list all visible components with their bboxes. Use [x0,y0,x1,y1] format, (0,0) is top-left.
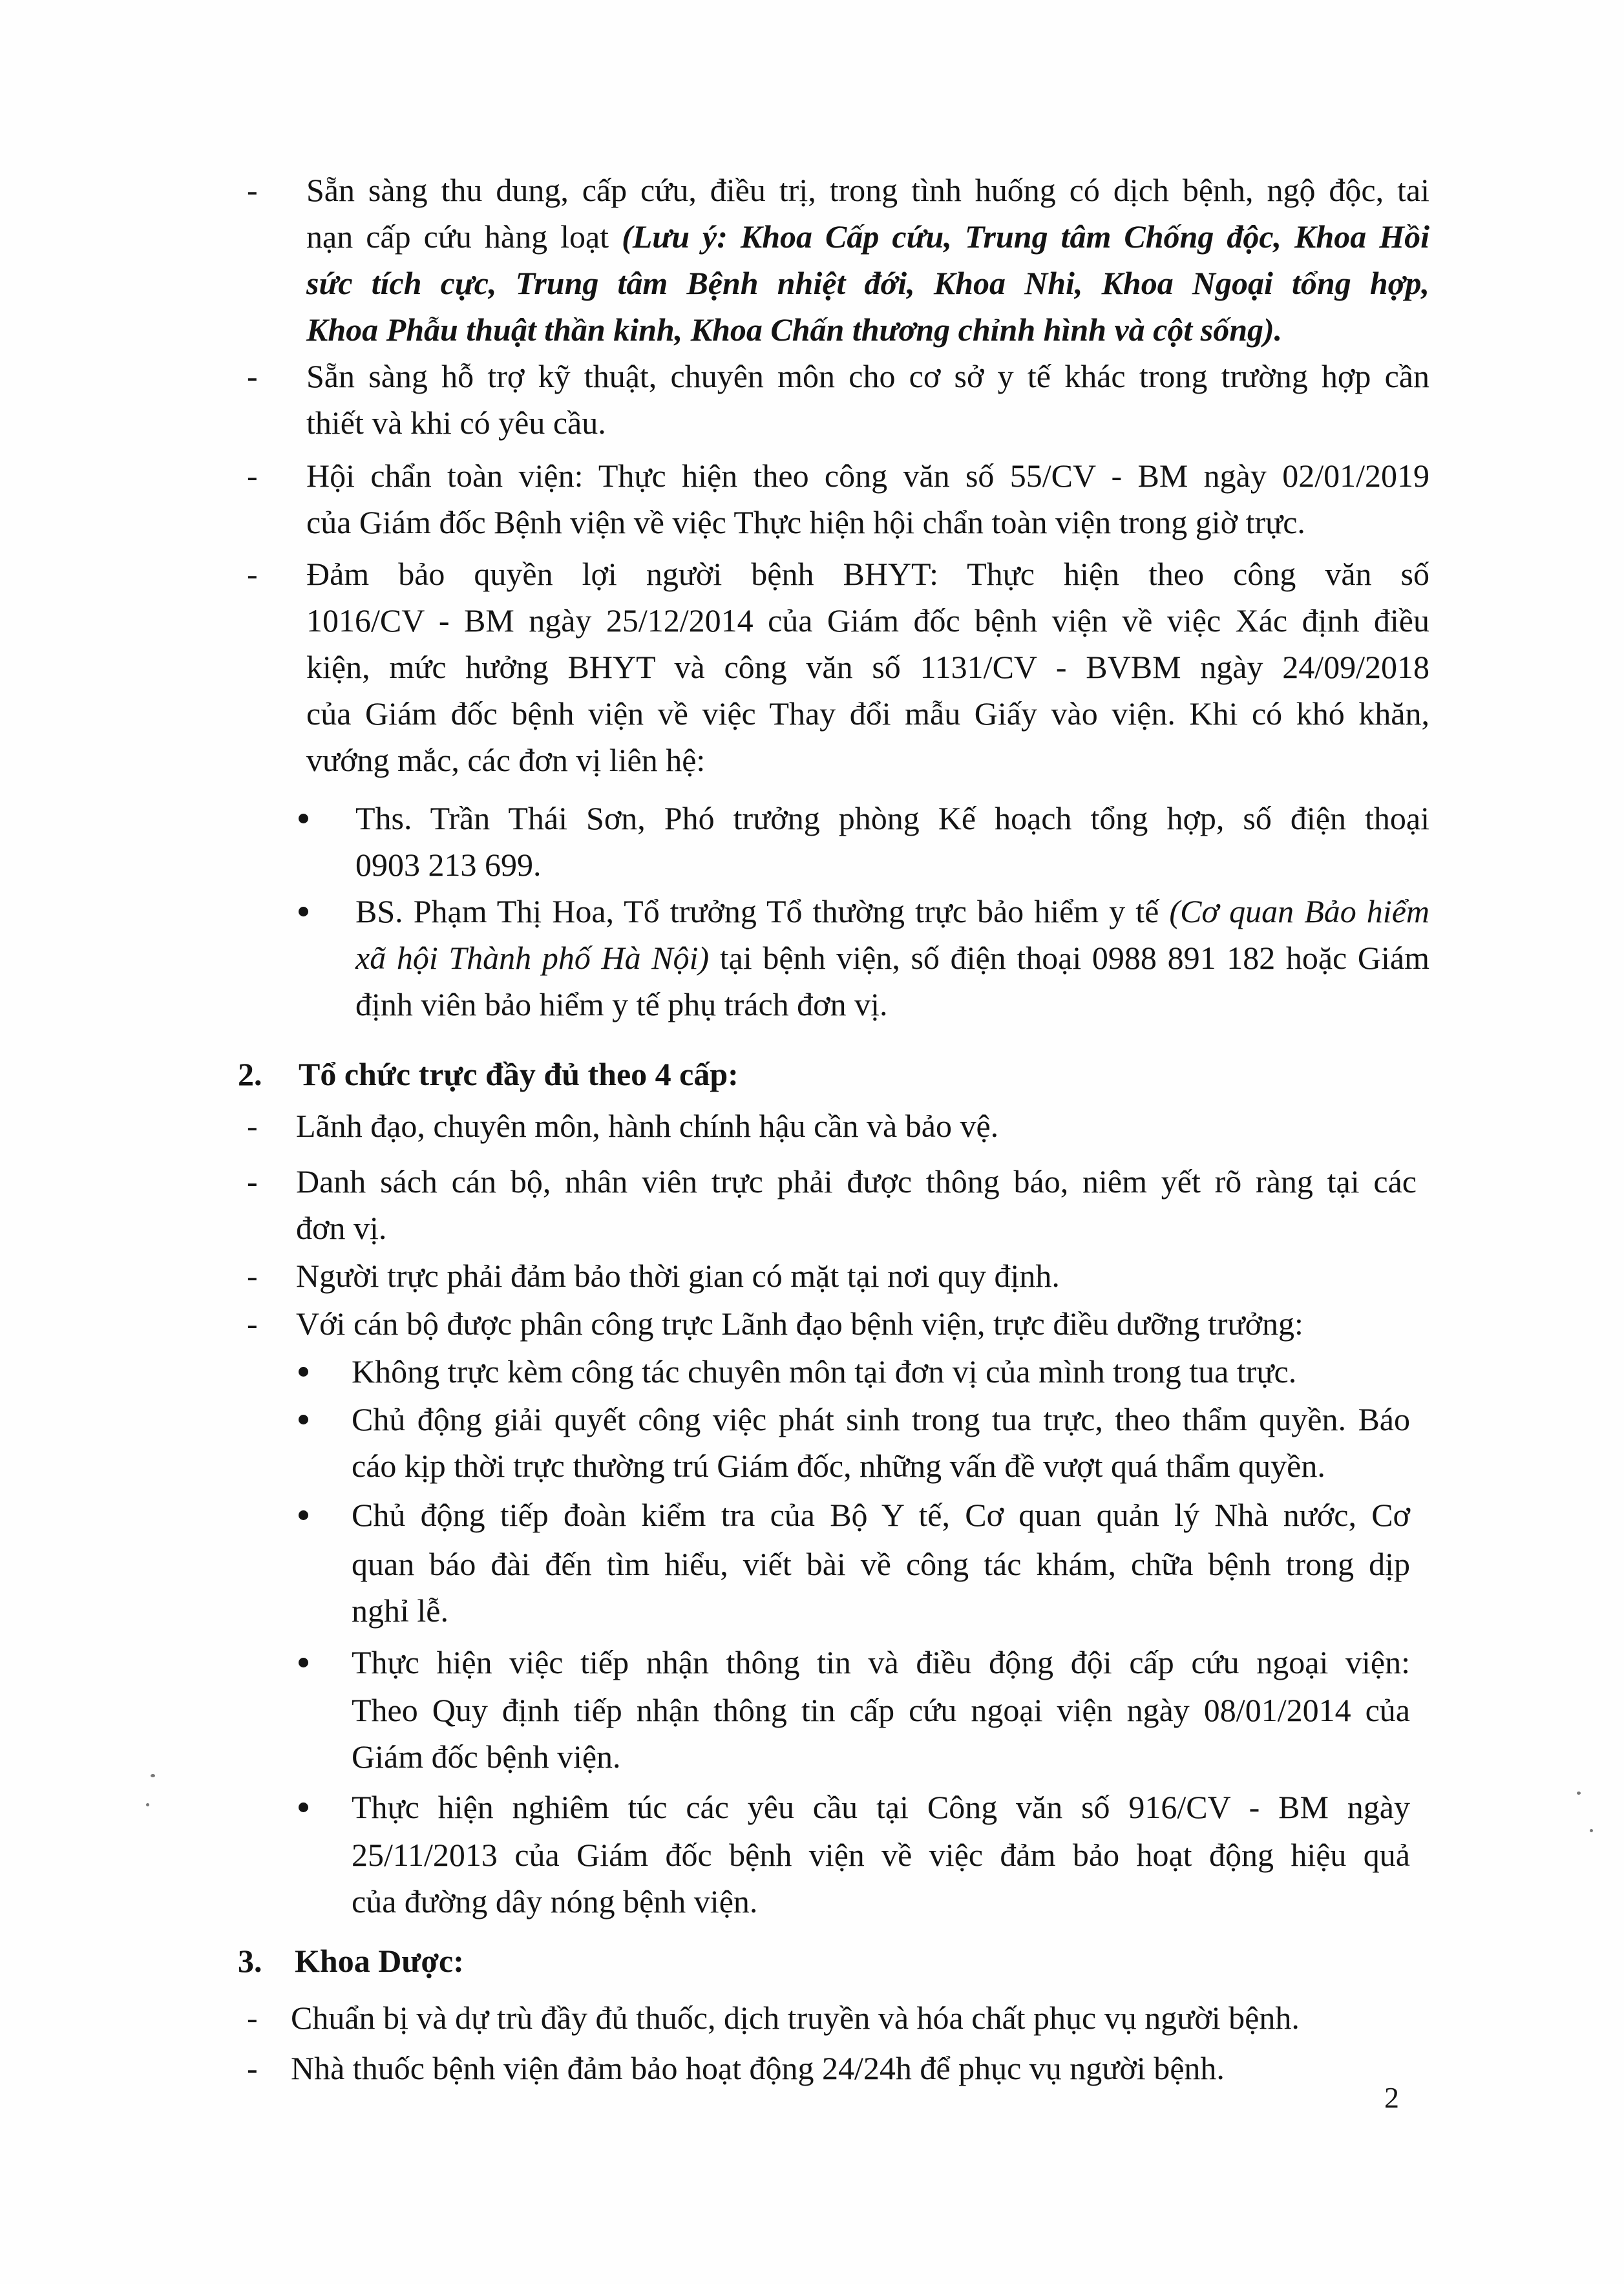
dash-marker: - [247,458,258,494]
bullet-line: Thực hiện nghiêm túc các yêu cầu tại Công văn số 916/CV - BM ngày [352,1789,1410,1825]
note-bold-italic: (Lưu ý: Khoa Cấp cứu, Trung tâm Chống độc, Khoa Hồi [622,218,1429,255]
contact-line [355,935,1429,981]
contact-line: định viên bảo hiểm y tế phụ trách đơn vị. [355,986,888,1022]
bullet-line: Giám đốc bệnh viện. [352,1739,621,1775]
bullet-line: Chủ động tiếp đoàn kiểm tra của Bộ Y tế, Cơ quan quản lý Nhà nước, Cơ [352,1497,1410,1533]
dash-marker: - [247,172,258,208]
paragraph-line: Nhà thuốc bệnh viện đảm bảo hoạt động 24/24h để phục vụ người bệnh. [291,2050,1225,2086]
paragraph-line: 1016/CV - BM ngày 25/12/2014 của Giám đốc bệnh viện về việc Xác định điều [306,602,1429,639]
bullet-dot [299,907,308,916]
paragraph-line [306,213,1429,260]
dash-marker: - [247,2000,258,2036]
paragraph-line: Hội chẩn toàn viện: Thực hiện theo công văn số 55/CV - BM ngày 02/01/2019 [306,458,1429,494]
section-title: Khoa Dược: [295,1943,464,1979]
paragraph-line: Chuẩn bị và dự trù đầy đủ thuốc, dịch truyền và hóa chất phục vụ người bệnh. [291,2000,1300,2036]
paragraph-line: Sẵn sàng hỗ trợ kỹ thuật, chuyên môn cho cơ sở y tế khác trong trường hợp cần [306,358,1429,394]
paragraph-line: Sẵn sàng thu dung, cấp cứu, điều trị, trong tình huống có dịch bệnh, ngộ độc, tai [306,172,1429,208]
page-number: 2 [1384,2081,1399,2114]
paragraph-line: kiện, mức hưởng BHYT và công văn số 1131/CV - BVBM ngày 24/09/2018 [306,649,1429,685]
bullet-dot [299,1367,308,1377]
paragraph-line: đơn vị. [296,1210,387,1246]
dash-marker: - [247,1108,258,1144]
italic-text: xã hội Thành phố Hà Nội) [355,940,710,976]
bullet-line: Không trực kèm công tác chuyên môn tại đơn vị của mình trong tua trực. [352,1353,1297,1390]
section-number: 2. [238,1056,262,1092]
plain-text: BS. Phạm Thị Hoa, Tổ trưởng Tổ thường trực bảo hiểm y tế [355,893,1170,929]
scan-speck [151,1774,155,1777]
italic-text: (Cơ quan Bảo hiểm [1169,893,1429,929]
plain-text: nạn cấp cứu hàng loạt [306,218,622,255]
bullet-line: Theo Quy định tiếp nhận thông tin cấp cứu ngoại viện ngày 08/01/2014 của [352,1692,1410,1728]
bullet-dot [299,1803,308,1812]
scan-speck [1577,1792,1581,1795]
bullet-dot [299,1510,308,1520]
bullet-line: của đường dây nóng bệnh viện. [352,1883,758,1919]
paragraph-line: Lãnh đạo, chuyên môn, hành chính hậu cần và bảo vệ. [296,1108,999,1144]
bullet-dot [299,1415,308,1424]
scan-speck [1590,1829,1593,1832]
dash-marker: - [247,2050,258,2086]
dash-marker: - [247,358,258,394]
bullet-line: Chủ động giải quyết công việc phát sinh trong tua trực, theo thẩm quyền. Báo [352,1401,1410,1437]
paragraph-line: Danh sách cán bộ, nhân viên trực phải được thông báo, niêm yết rõ ràng tại các [296,1163,1417,1200]
paragraph-line: Người trực phải đảm bảo thời gian có mặt tại nơi quy định. [296,1258,1060,1294]
note-line: sức tích cực, Trung tâm Bệnh nhiệt đới, Khoa Nhi, Khoa Ngoại tổng hợp, [306,265,1429,301]
paragraph-line: Đảm bảo quyền lợi người bệnh BHYT: Thực hiện theo công văn số [306,556,1429,592]
contact-line: Ths. Trần Thái Sơn, Phó trưởng phòng Kế hoạch tổng hợp, số điện thoại [355,800,1429,836]
contact-phone: 0903 213 699. [355,847,542,883]
plain-text: tại bệnh viện, số điện thoại 0988 891 182 hoặc Giám [709,940,1429,976]
paragraph-line: của Giám đốc Bệnh viện về việc Thực hiện hội chẩn toàn viện trong giờ trực. [306,504,1305,540]
dash-marker: - [247,556,258,592]
bullet-line: cáo kịp thời trực thường trú Giám đốc, những vấn đề vượt quá thẩm quyền. [352,1448,1325,1484]
paragraph-line: Với cán bộ được phân công trực Lãnh đạo bệnh viện, trực điều dưỡng trưởng: [296,1306,1303,1342]
bullet-dot [299,814,308,823]
section-number: 3. [238,1943,262,1979]
paragraph-line: thiết và khi có yêu cầu. [306,405,606,441]
scan-speck [146,1803,149,1806]
bullet-dot [299,1658,308,1667]
paragraph-line: của Giám đốc bệnh viện về việc Thay đổi mẫu Giấy vào viện. Khi có khó khăn, [306,695,1429,732]
bullet-line: Thực hiện việc tiếp nhận thông tin và điều động đội cấp cứu ngoại viện: [352,1644,1410,1680]
section-title: Tổ chức trực đầy đủ theo 4 cấp: [299,1056,739,1092]
bullet-line: nghỉ lễ. [352,1592,448,1629]
dash-marker: - [247,1163,258,1200]
dash-marker: - [247,1258,258,1294]
bullet-line: quan báo đài đến tìm hiểu, viết bài về công tác khám, chữa bệnh trong dịp [352,1546,1410,1582]
dash-marker: - [247,1306,258,1342]
bullet-line: 25/11/2013 của Giám đốc bệnh viện về việc đảm bảo hoạt động hiệu quả [352,1837,1410,1873]
paragraph-line: vướng mắc, các đơn vị liên hệ: [306,742,706,778]
note-line: Khoa Phẫu thuật thần kinh, Khoa Chấn thương chỉnh hình và cột sống). [306,312,1283,348]
contact-line [355,888,1429,935]
